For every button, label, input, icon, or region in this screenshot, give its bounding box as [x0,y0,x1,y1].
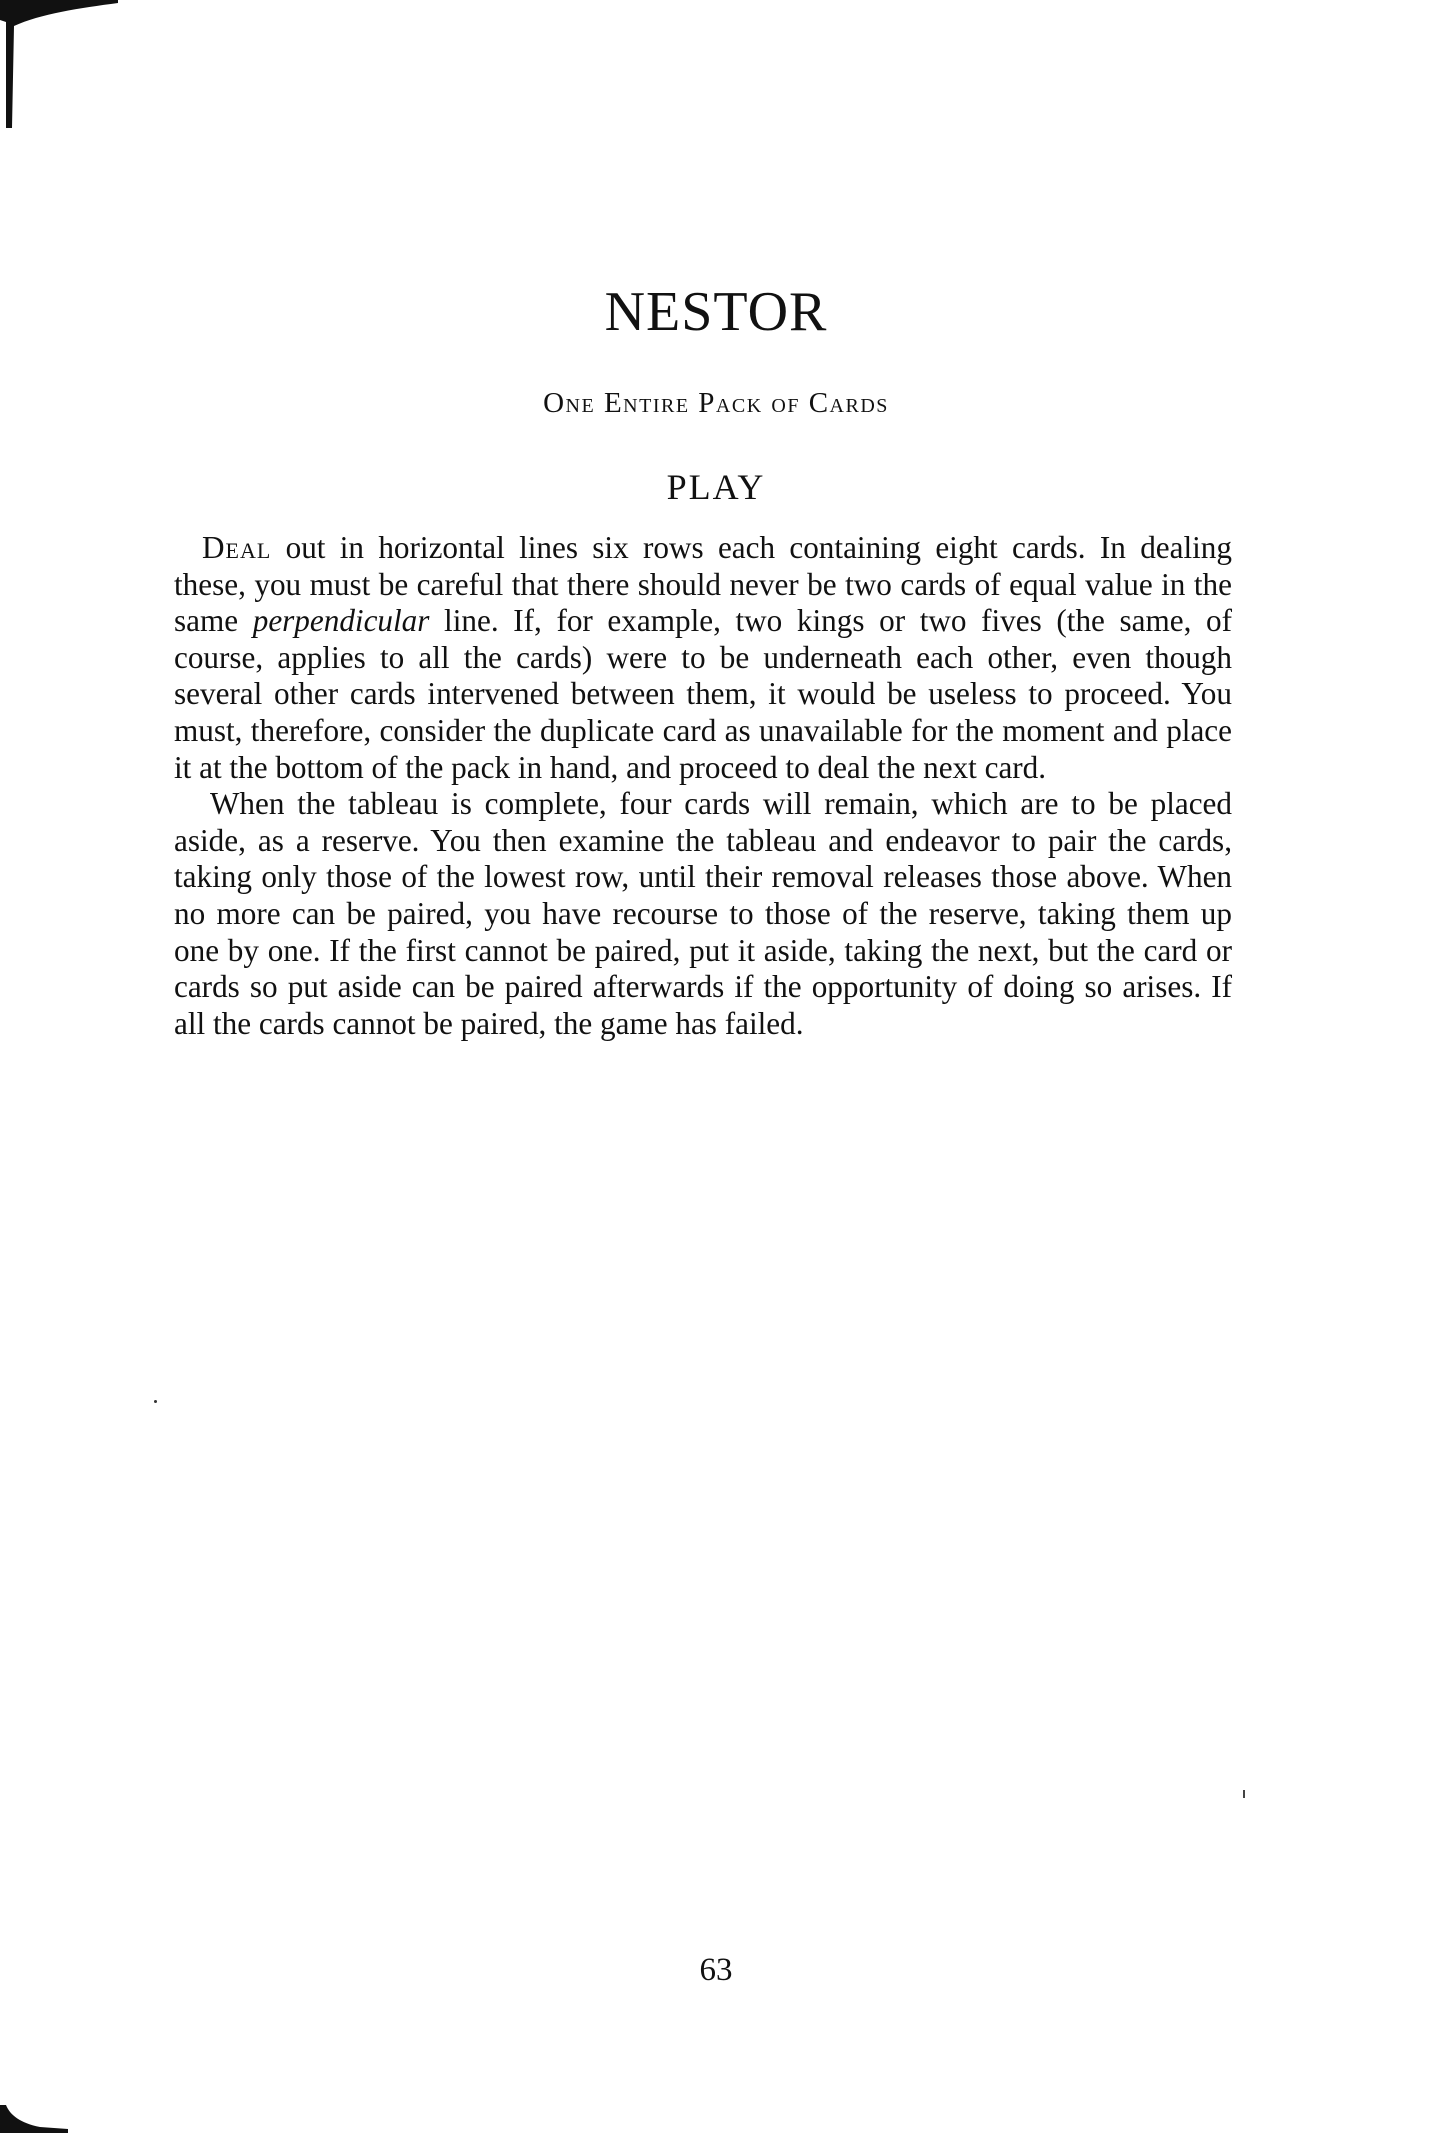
paragraph-lead-word: Deal [202,530,272,565]
scan-speck [154,1400,157,1403]
paragraph [174,530,1232,786]
paragraph-text-continued: line. If, for example, two kings or two fives (the same, of course, applies to all the cards) were to be underneath each other, even though several other cards intervened between them, it would be useless to proceed. You must, therefore, consider the duplicate card as unavailable for the moment and place it at the bottom of the pack in hand, and proceed to deal the next card. [174,603,1232,785]
page-number: 63 [699,1952,733,1988]
paragraph-text: out in horizontal lines six rows each containing eight cards. In dealing these, you must be careful that there should never be two cards of equal value in the same [174,530,1232,639]
scan-corner-mark-top-left [0,0,120,130]
scan-speck [1243,1790,1245,1798]
body-text [174,530,1232,1042]
page-subtitle: One Entire Pack of Cards [543,387,889,419]
emphasized-word: perpendicular [252,603,430,639]
page-title: NESTOR [604,281,828,343]
scan-corner-mark-bottom-left [0,2105,70,2133]
paragraph: When the tableau is complete, four cards will remain, which are to be placed aside, as a reserve. You then examine the tableau and endeavor to pair the cards, taking only those of the lowest row, until their removal releases those above. When no more can be paired, you have recourse to those of the reserve, taking them up one by one. If the first cannot be paired, put it aside, taking the next, but the card or cards so put aside can be paired afterwards if the opportunity of doing so arises. If all the cards cannot be paired, the game has failed. [174,786,1232,1041]
section-heading: PLAY [666,467,766,507]
